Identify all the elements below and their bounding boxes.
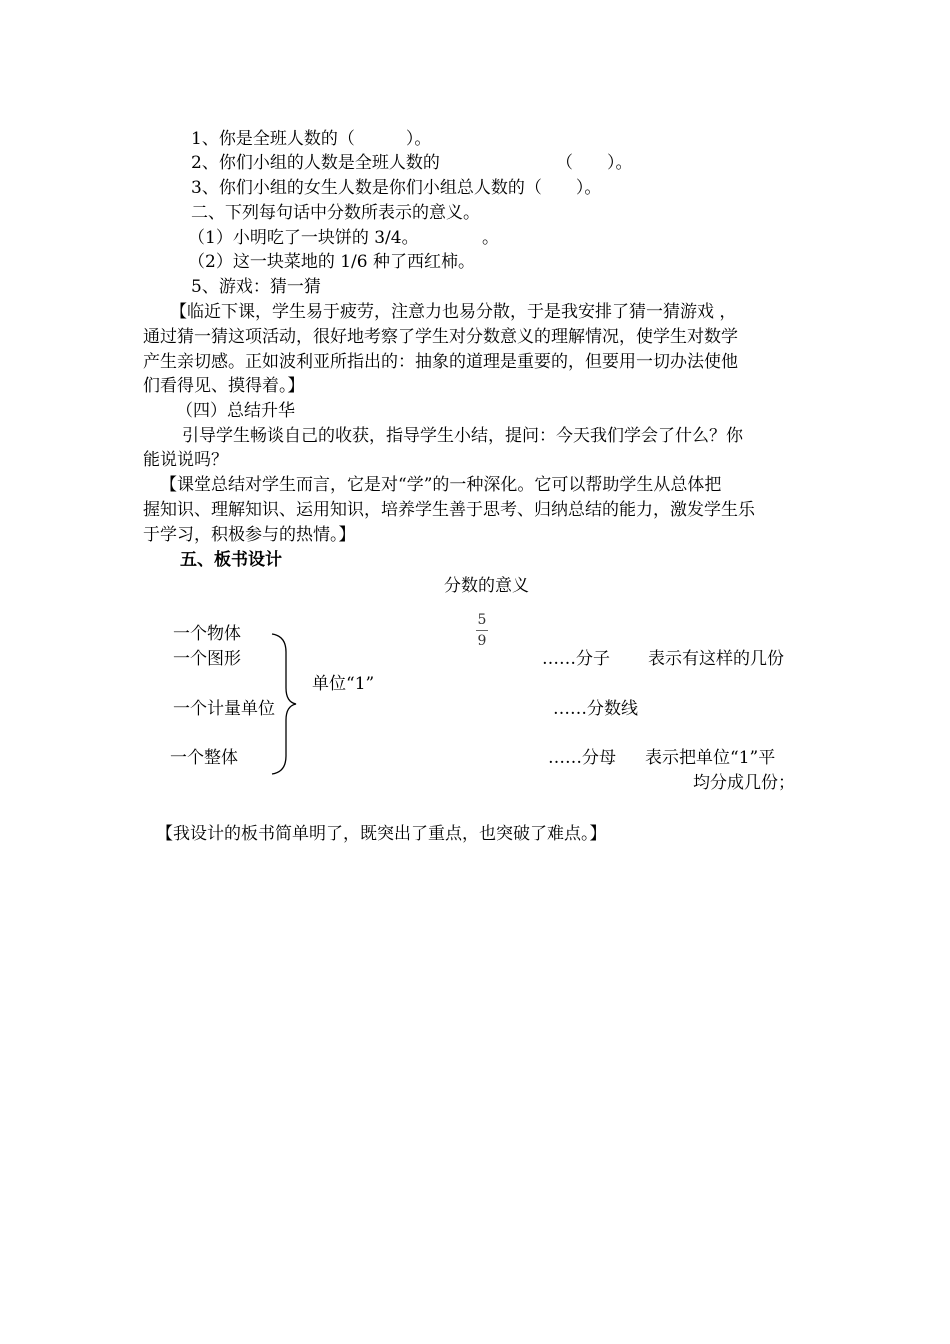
board-heading: 五、板书设计 [180, 550, 282, 570]
curly-brace [270, 632, 300, 776]
game-heading: 5、游戏：猜一猜 [191, 277, 321, 297]
board-title: 分数的意义 [444, 576, 529, 596]
game-comment-line: 通过猜一猜这项活动，很好地考察了学生对分数意义的理解情况，使学生对数学 [143, 327, 738, 347]
fraction-bar [476, 630, 488, 631]
fraction-numerator: 5 [477, 612, 487, 628]
board-left-item: 一个物体 [173, 624, 241, 644]
summary-comment-line: 于学习，积极参与的热情。】 [143, 525, 356, 545]
game-comment-line: 【临近下课，学生易于疲劳，注意力也易分散，于是我安排了猜一猜游戏 ， [170, 302, 737, 322]
summary-comment-line: 【课堂总结对学生而言，它是对“学”的一种深化。它可以帮助学生从总体把 [160, 475, 722, 495]
question-1: 1、你是全班人数的（ ）。 [191, 129, 432, 149]
summary-text-line: 引导学生畅谈自己的收获，指导学生小结，提问：今天我们学会了什么？你 [182, 426, 743, 446]
game-comment-line: 产生亲切感。正如波利亚所指出的：抽象的道理是重要的，但要用一切办法使他 [143, 352, 738, 372]
numerator-desc: 表示有这样的几份 [648, 649, 784, 669]
closing-comment: 【我设计的板书简单明了，既突出了重点，也突破了难点。】 [156, 824, 607, 844]
section-two-item-2: （2）这一块菜地的 1/6 种了西红柿。 [188, 252, 475, 272]
question-3: 3、你们小组的女生人数是你们小组总人数的（ ）。 [191, 178, 602, 198]
fraction-line-label: ……分数线 [553, 699, 638, 719]
section-two-item-1-end: 。 [482, 228, 499, 248]
section-two-heading: 二、下列每句话中分数所表示的意义。 [191, 203, 480, 223]
numerator-label: ……分子 [542, 649, 610, 669]
fraction [476, 612, 488, 649]
denominator-desc: 表示把单位“1”平 [645, 748, 776, 768]
denominator-desc-cont: 均分成几份； [693, 773, 795, 793]
summary-comment-line: 握知识、理解知识、运用知识，培养学生善于思考、归纳总结的能力，激发学生乐 [143, 500, 755, 520]
board-left-item: 一个计量单位 [173, 699, 275, 719]
denominator-label: ……分母 [548, 748, 616, 768]
fraction-denominator: 9 [477, 633, 487, 649]
section-two-item-1: （1）小明吃了一块饼的 3/4。 [188, 228, 419, 248]
question-2-blank: （ ）。 [556, 153, 633, 173]
game-comment-line: 们看得见、摸得着。】 [143, 376, 305, 396]
unit-label: 单位“1” [312, 674, 375, 694]
board-left-item: 一个整体 [170, 748, 238, 768]
summary-heading: （四）总结升华 [176, 401, 295, 421]
question-2: 2、你们小组的人数是全班人数的 [191, 153, 440, 173]
summary-text-line: 能说说吗？ [143, 450, 228, 470]
board-left-item: 一个图形 [173, 649, 241, 669]
